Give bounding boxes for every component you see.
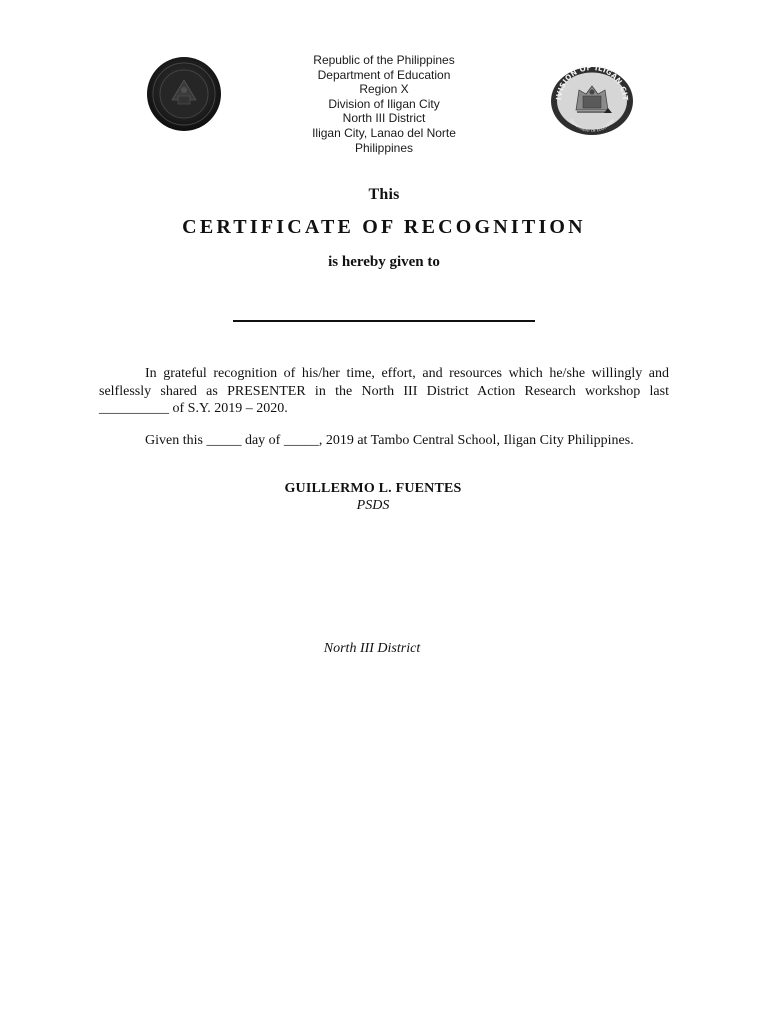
deped-seal-icon <box>146 56 222 132</box>
letterhead <box>234 53 534 155</box>
certificate-title: CERTIFICATE OF RECOGNITION <box>182 216 586 238</box>
seal-top-text: IVISION OF ILIGAN CIT <box>553 66 631 102</box>
letterhead-line-department: Department of Education <box>317 67 451 82</box>
letterhead-line-city: Iligan City, Lanao del Norte <box>312 125 456 140</box>
certificate-intro: This <box>368 186 400 203</box>
signatory-name: GUILLERMO L. FUENTES <box>284 481 462 496</box>
given-date-text: Given this _____ day of _____, 2019 at Tambo Central School, Iligan City Philippines. <box>145 433 634 448</box>
letterhead-line-country: Republic of the Philippines <box>313 53 455 67</box>
seal-bottom-text: DEPARTMENT OF EDUCATION <box>568 118 616 134</box>
letterhead-line-nation: Philippines <box>354 140 414 155</box>
recognition-text: In grateful recognition of his/her time, effort, and resources which he/she willingly and selflessly shared as PRESENTER in the North III District Action Research workshop last __________ of S.Y. 2019 – 2020. <box>99 366 669 416</box>
recipient-name-line <box>233 320 535 322</box>
signatory-position: PSDS <box>356 498 390 513</box>
given-date-paragraph <box>99 432 669 450</box>
letterhead-line-region: Region X <box>359 82 409 97</box>
division-iligan-seal-icon <box>549 66 635 136</box>
certificate-given-to: is hereby given to <box>328 254 440 270</box>
issuing-office: North III District <box>323 641 421 656</box>
recognition-paragraph <box>99 365 669 418</box>
letterhead-line-division: Division of Iligan City <box>328 96 440 111</box>
letterhead-line-district: North III District <box>342 111 426 126</box>
